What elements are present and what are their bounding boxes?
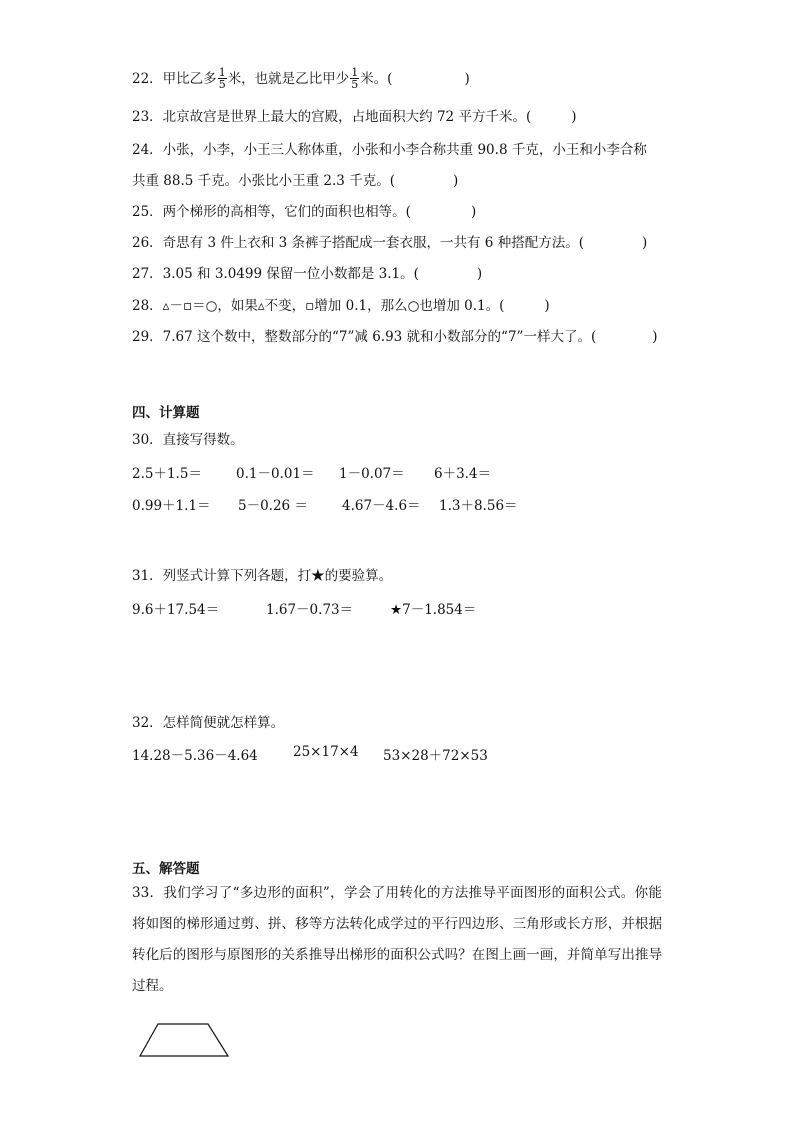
fraction-one-fifth: $\frac{1}{5}$ — [218, 66, 226, 91]
q24-close: ) — [452, 173, 459, 189]
question-26 — [132, 233, 647, 253]
q32-expr: 25×17×4 — [293, 744, 359, 760]
q27-text: 27．3.05 和 3.0499 保留一位小数都是 3.1。( — [132, 266, 419, 282]
question-25 — [132, 202, 476, 222]
question-32-title: 32．怎样简便就怎样算。 — [132, 715, 285, 731]
q31-expr: ★7－1.854＝ — [390, 602, 477, 618]
q26-text: 26．奇思有 3 件上衣和 3 条裤子搭配成一套衣服，一共有 6 种搭配方法。( — [132, 235, 584, 251]
q22-close: ) — [464, 71, 470, 87]
q25-text: 25．两个梯形的高相等，它们的面积也相等。( — [132, 204, 411, 220]
q22-text-2: 米，也就是乙比甲少 — [227, 71, 350, 87]
question-31-title: 31．列竖式计算下列各题，打★的要验算。 — [132, 568, 393, 584]
q24-text: 共重 88.5 千克。小张比小王重 2.3 千克。( — [132, 173, 395, 189]
q29-close: ) — [652, 329, 658, 345]
question-33-text: 33．我们学习了“多边形的面积”，学会了用转化的方法推导平面图形的面积公式。你能将如图的梯形通过剪、拼、移等方法转化成学过的平行四边形、三角形或长方形，并根据转化后的图形与原图形的关系推导出梯形的面积公式吗？在图上画一画，并简单写出推导过程。 — [132, 885, 662, 994]
q30-expr: 1.3＋8.56＝ — [439, 498, 518, 514]
trapezoid-figure — [138, 1022, 230, 1058]
q23-text: 23．北京故宫是世界上最大的宫殿，占地面积大约 72 平方千米。( — [132, 109, 532, 125]
q23-close: ) — [571, 109, 577, 125]
q29-text: 29．7.67 这个数中，整数部分的“7”减 6.93 就和小数部分的“7”一样大了。( — [132, 329, 597, 345]
section-heading-calculation: 四、计算题 — [132, 405, 200, 421]
question-29 — [132, 327, 658, 347]
q31-expr: 1.67－0.73＝ — [266, 602, 354, 618]
q28-text: 28．▵－▫＝○，如果▵不变，▫增加 0.1，那么○也增加 0.1。( — [132, 298, 505, 314]
q32-expr: 14.28－5.36－4.64 — [132, 748, 258, 764]
q22-text-3: 米。( — [360, 71, 393, 87]
q30-expr: 6＋3.4＝ — [434, 466, 492, 482]
trapezoid-shape — [140, 1024, 228, 1056]
question-24-line-1: 24．小张，小李，小王三人称体重，小张和小李合称共重 90.8 千克，小王和小李合称 — [132, 142, 647, 158]
q22-text-1: 22．甲比乙多 — [132, 71, 217, 87]
q25-close: ) — [470, 204, 477, 220]
q30-expr: 1－0.07＝ — [339, 466, 405, 482]
q30-expr: 4.67－4.6＝ — [342, 498, 421, 514]
q28-close: ) — [544, 298, 550, 314]
question-22 — [132, 68, 470, 91]
q30-expr: 0.99＋1.1＝ — [132, 498, 211, 514]
question-28 — [132, 296, 550, 316]
q30-expr: 2.5＋1.5＝ — [132, 466, 202, 482]
q32-expr: 53×28＋72×53 — [383, 748, 488, 764]
q26-close: ) — [641, 235, 648, 251]
q30-expr: 0.1－0.01＝ — [236, 466, 315, 482]
question-27 — [132, 264, 482, 284]
section-heading-answer: 五、解答题 — [132, 861, 200, 877]
q31-expr: 9.6＋17.54＝ — [132, 602, 220, 618]
q30-expr: 5－0.26 ＝ — [238, 498, 308, 514]
question-23 — [132, 107, 577, 127]
question-30-title: 30．直接写得数。 — [132, 432, 244, 448]
q27-close: ) — [476, 266, 483, 282]
fraction-one-fifth-2: $\frac{1}{5}$ — [351, 66, 359, 91]
question-24-line-2 — [132, 171, 458, 191]
